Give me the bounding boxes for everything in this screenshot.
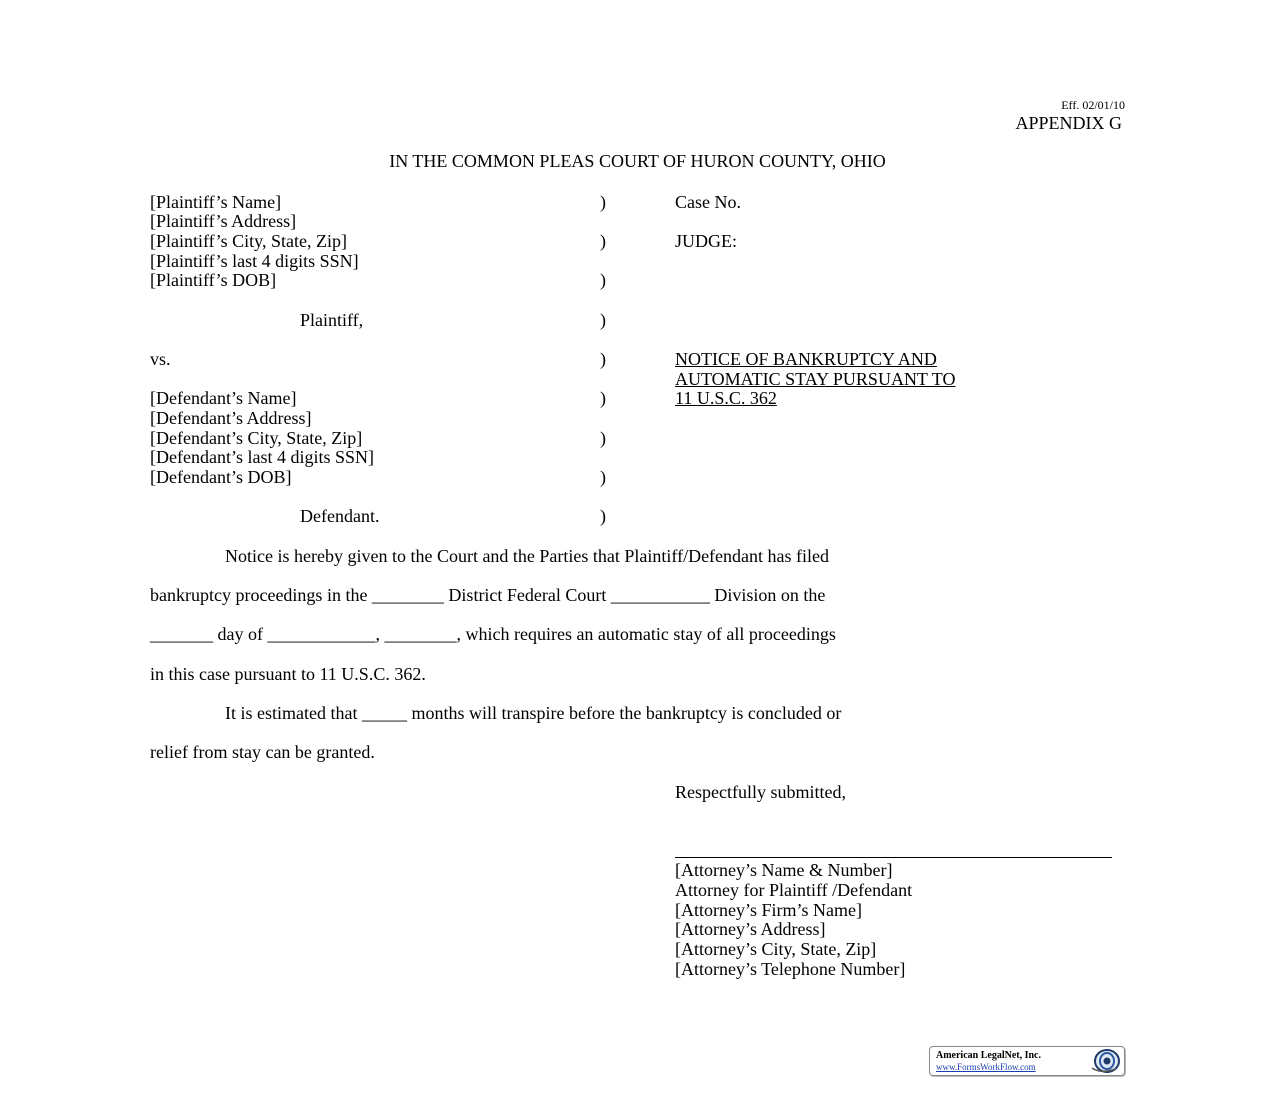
notice-title-line: NOTICE OF BANKRUPTCY AND [675, 349, 937, 369]
caption-paren: ) [600, 192, 606, 212]
defendant-dob: [Defendant’s DOB] [150, 467, 292, 487]
judge-label: JUDGE: [675, 231, 737, 251]
defendant-address: [Defendant’s Address] [150, 408, 312, 428]
caption-paren: ) [600, 388, 606, 408]
caption-paren: ) [600, 349, 606, 369]
body-line: It is estimated that _____ months will transpire before the bankruptcy is concluded or [225, 703, 842, 723]
attorney-city: [Attorney’s City, State, Zip] [675, 939, 877, 959]
body-line: Notice is hereby given to the Court and the Parties that Plaintiff/Defendant has filed [225, 546, 830, 566]
appendix-label: APPENDIX G [1015, 113, 1122, 133]
case-number-label: Case No. [675, 192, 741, 212]
defendant-label: Defendant. [300, 506, 380, 526]
plaintiff-name: [Plaintiff’s Name] [150, 192, 282, 212]
attorney-phone: [Attorney’s Telephone Number] [675, 959, 906, 979]
versus: vs. [150, 349, 171, 369]
caption-paren: ) [600, 428, 606, 448]
body-line: bankruptcy proceedings in the ________ District Federal Court ___________ Division on the [150, 585, 826, 605]
plaintiff-ssn: [Plaintiff’s last 4 digits SSN] [150, 251, 359, 271]
notice-title-line: AUTOMATIC STAY PURSUANT TO [675, 369, 956, 389]
caption-paren: ) [600, 231, 606, 251]
closing: Respectfully submitted, [675, 782, 846, 802]
plaintiff-label: Plaintiff, [300, 310, 364, 330]
attorney-role: Attorney for Plaintiff /Defendant [675, 880, 913, 900]
plaintiff-dob: [Plaintiff’s DOB] [150, 270, 277, 290]
defendant-city: [Defendant’s City, State, Zip] [150, 428, 363, 448]
publisher-url[interactable]: www.FormsWorkFlow.com [936, 1062, 1036, 1072]
plaintiff-city: [Plaintiff’s City, State, Zip] [150, 231, 347, 251]
signature-line [675, 857, 1112, 858]
attorney-name: [Attorney’s Name & Number] [675, 860, 893, 880]
body-line: relief from stay can be granted. [150, 742, 375, 762]
caption-paren: ) [600, 506, 606, 526]
publisher-logo[interactable] [929, 1046, 1125, 1076]
court-title: IN THE COMMON PLEAS COURT OF HURON COUNTY, OHIO [389, 151, 886, 171]
attorney-firm: [Attorney’s Firm’s Name] [675, 900, 862, 920]
publisher-name: American LegalNet, Inc. [936, 1050, 1041, 1061]
notice-title-line: 11 U.S.C. 362 [675, 388, 777, 408]
defendant-name: [Defendant’s Name] [150, 388, 297, 408]
attorney-address: [Attorney’s Address] [675, 919, 826, 939]
plaintiff-address: [Plaintiff’s Address] [150, 211, 297, 231]
globe-icon [1088, 1048, 1122, 1074]
caption-paren: ) [600, 270, 606, 290]
caption-paren: ) [600, 310, 606, 330]
body-line: in this case pursuant to 11 U.S.C. 362. [150, 664, 426, 684]
body-line: _______ day of ____________, ________, which requires an automatic stay of all proceedings [150, 624, 836, 644]
caption-paren: ) [600, 467, 606, 487]
effective-date: Eff. 02/01/10 [1061, 98, 1125, 112]
defendant-ssn: [Defendant’s last 4 digits SSN] [150, 447, 374, 467]
